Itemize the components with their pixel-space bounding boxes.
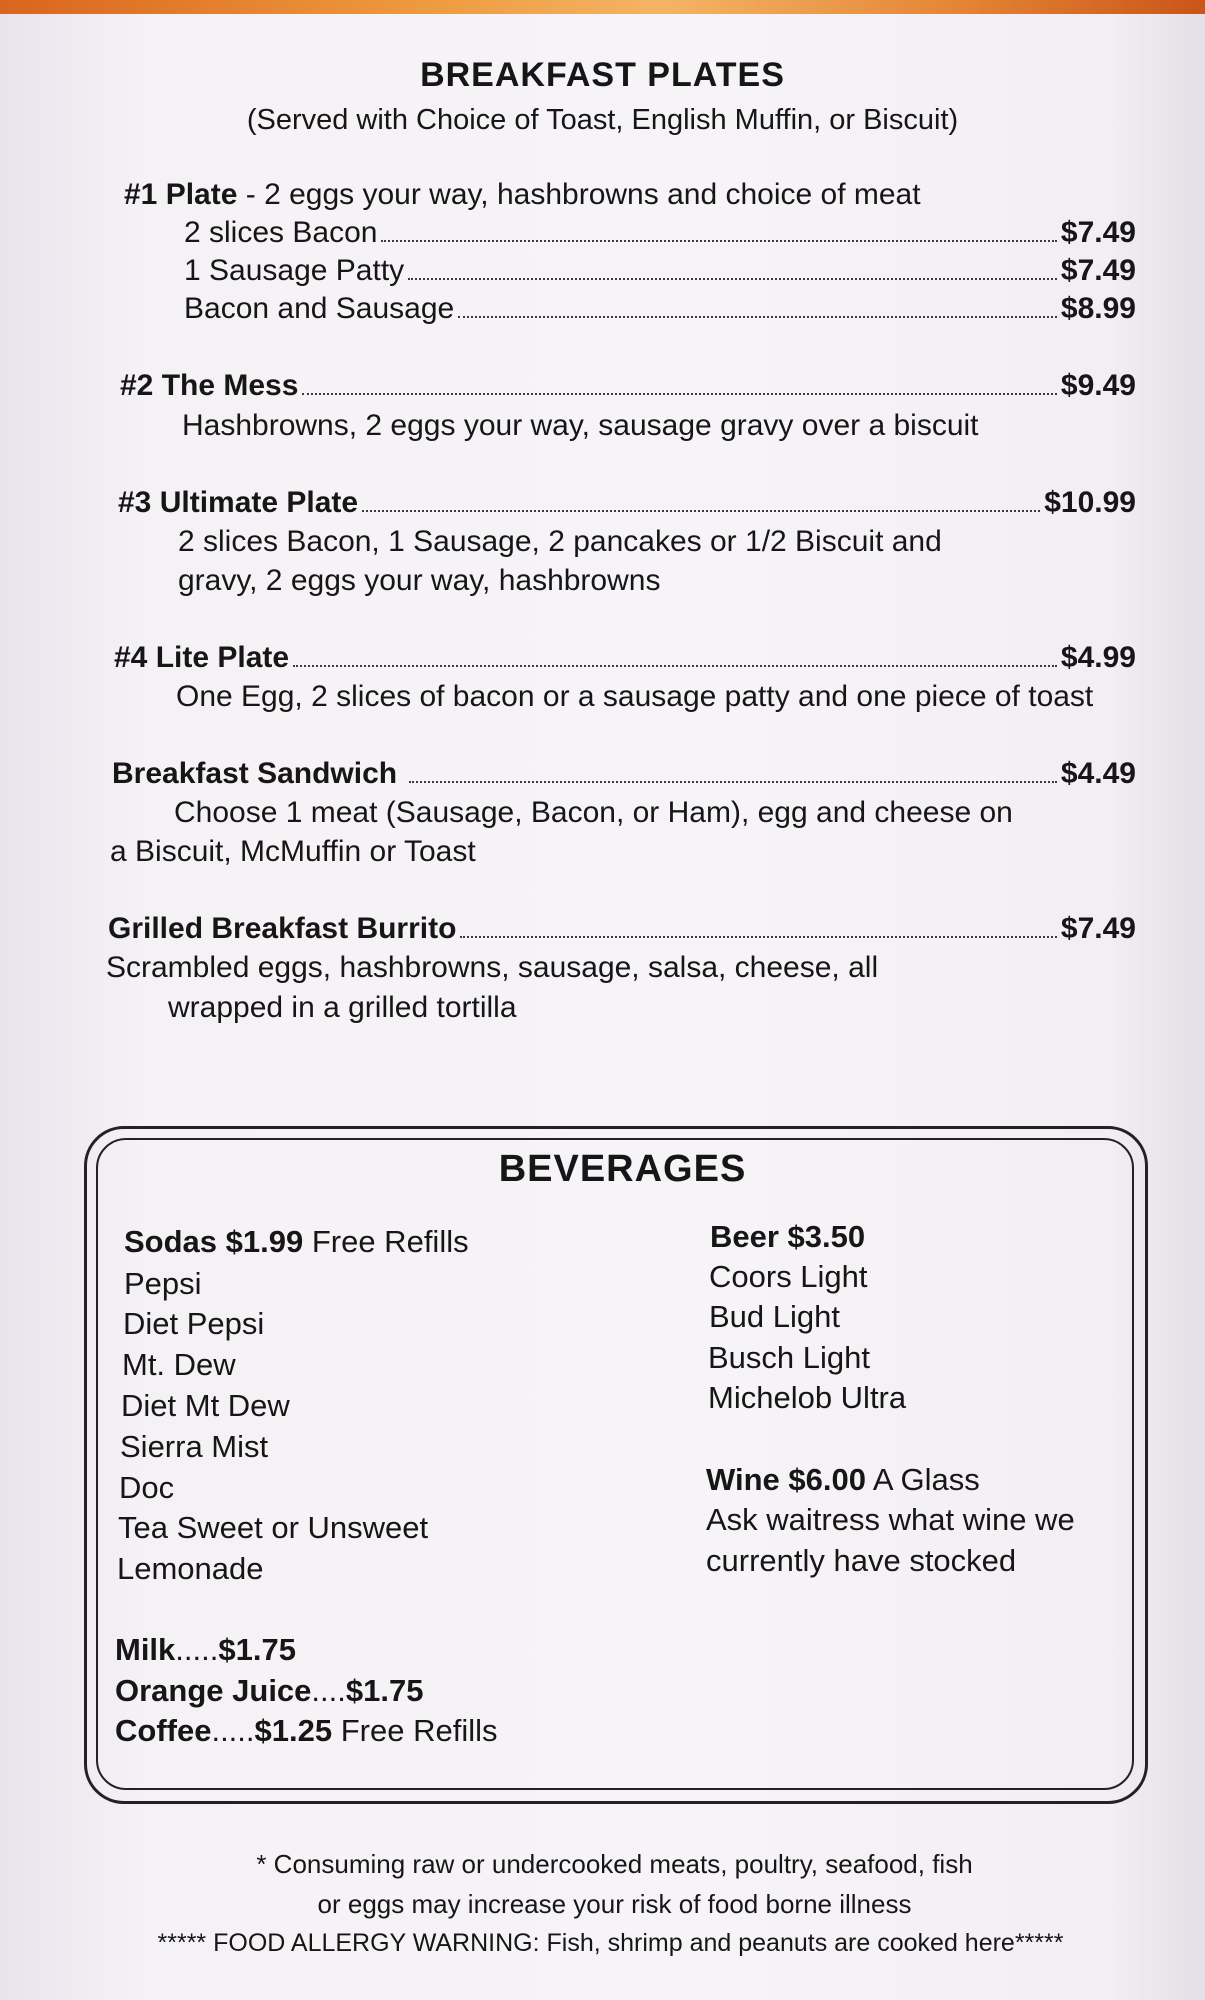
plate1-option-label: Bacon and Sausage bbox=[184, 292, 455, 325]
burrito-price: $7.49 bbox=[1060, 912, 1136, 945]
leader-dots bbox=[458, 316, 1057, 318]
plate1-option-price: $7.49 bbox=[1060, 254, 1136, 287]
beer-item: Michelob Ultra bbox=[708, 1380, 907, 1415]
plate2-row bbox=[120, 368, 1136, 404]
beer-item: Coors Light bbox=[709, 1259, 868, 1294]
breakfast-title: BREAKFAST PLATES bbox=[420, 56, 785, 94]
raw-food-warning-line2: or eggs may increase your risk of food borne illness bbox=[317, 1889, 912, 1919]
oj-dots: .... bbox=[311, 1673, 346, 1708]
soda-item: Sierra Mist bbox=[120, 1429, 269, 1464]
plate1-desc: - 2 eggs your way, hashbrowns and choice of meat bbox=[237, 178, 921, 211]
oj-price: $1.75 bbox=[345, 1673, 424, 1708]
breakfast-subtitle: (Served with Choice of Toast, English Muffin, or Biscuit) bbox=[246, 104, 959, 136]
plate3-row bbox=[118, 485, 1136, 521]
milk-label: Milk bbox=[115, 1632, 176, 1667]
plate1-option-label: 2 slices Bacon bbox=[184, 216, 378, 249]
leader-dots bbox=[460, 936, 1056, 938]
sandwich-desc-line1: Choose 1 meat (Sausage, Bacon, or Ham), egg and cheese on bbox=[174, 796, 1013, 829]
leader-dots bbox=[409, 781, 1057, 783]
plate2-name: #2 The Mess bbox=[120, 369, 299, 402]
sodas-heading: Sodas $1.99 bbox=[124, 1224, 304, 1259]
beer-heading bbox=[710, 1217, 865, 1257]
raw-food-warning-line1: * Consuming raw or undercooked meats, poultry, seafood, fish bbox=[256, 1849, 973, 1879]
wine-note-line2: currently have stocked bbox=[706, 1543, 1017, 1578]
plate1-name: #1 Plate bbox=[124, 178, 238, 211]
plate4-price: $4.99 bbox=[1060, 641, 1136, 674]
plate1-option-row bbox=[184, 253, 1136, 289]
plate4-desc: One Egg, 2 slices of bacon or a sausage patty and one piece of toast bbox=[176, 680, 1094, 713]
wine-heading: Wine $6.00 bbox=[706, 1462, 866, 1497]
soda-item: Lemonade bbox=[117, 1551, 264, 1586]
burrito-desc-line2: wrapped in a grilled tortilla bbox=[168, 991, 517, 1024]
coffee-price: $1.25 bbox=[254, 1713, 333, 1748]
leader-dots bbox=[302, 393, 1057, 395]
sandwich-row bbox=[112, 756, 1136, 792]
beer-item: Busch Light bbox=[708, 1340, 870, 1375]
leader-dots bbox=[381, 240, 1056, 242]
orange-top-edge bbox=[0, 0, 1205, 14]
coffee-label: Coffee bbox=[115, 1713, 212, 1748]
soda-item: Mt. Dew bbox=[122, 1347, 236, 1382]
plate2-desc: Hashbrowns, 2 eggs your way, sausage gravy over a biscuit bbox=[182, 409, 979, 442]
burrito-desc-line1: Scrambled eggs, hashbrowns, sausage, salsa, cheese, all bbox=[106, 951, 879, 984]
leader-dots bbox=[293, 665, 1057, 667]
soda-item: Diet Pepsi bbox=[123, 1306, 265, 1341]
soda-item: Tea Sweet or Unsweet bbox=[118, 1510, 429, 1545]
sandwich-price: $4.49 bbox=[1060, 757, 1136, 790]
milk-line bbox=[115, 1630, 296, 1670]
burrito-name: Grilled Breakfast Burrito bbox=[108, 912, 457, 945]
soda-item: Pepsi bbox=[124, 1266, 202, 1301]
plate3-desc-line1: 2 slices Bacon, 1 Sausage, 2 pancakes or 1/2 Biscuit and bbox=[178, 525, 942, 558]
plate3-name: #3 Ultimate Plate bbox=[118, 486, 359, 519]
leader-dots bbox=[362, 510, 1040, 512]
beer-item: Bud Light bbox=[709, 1299, 840, 1334]
beverages-title: BEVERAGES bbox=[498, 1148, 747, 1190]
plate4-name: #4 Lite Plate bbox=[114, 641, 290, 674]
plate3-desc-line2: gravy, 2 eggs your way, hashbrowns bbox=[178, 564, 661, 597]
wine-heading-line bbox=[706, 1460, 980, 1500]
burrito-row bbox=[108, 911, 1136, 947]
plate2-price: $9.49 bbox=[1060, 369, 1136, 402]
plate1-option-price: $7.49 bbox=[1060, 216, 1136, 249]
coffee-dots: ..... bbox=[211, 1713, 255, 1748]
plate1-option-row bbox=[184, 291, 1136, 327]
plate1-option-row bbox=[184, 215, 1136, 251]
milk-dots: ..... bbox=[175, 1632, 219, 1667]
milk-price: $1.75 bbox=[218, 1632, 296, 1667]
sandwich-desc-line2: a Biscuit, McMuffin or Toast bbox=[110, 835, 476, 868]
sodas-suffix: Free Refills bbox=[303, 1224, 469, 1259]
soda-item: Diet Mt Dew bbox=[121, 1388, 290, 1423]
orange-juice-line bbox=[115, 1671, 423, 1711]
plate4-row bbox=[114, 640, 1136, 676]
sodas-heading-line bbox=[124, 1222, 469, 1262]
coffee-line bbox=[115, 1711, 497, 1751]
wine-note-line1: Ask waitress what wine we bbox=[706, 1502, 1075, 1537]
wine-suffix: A Glass bbox=[865, 1462, 980, 1497]
plate1-option-label: 1 Sausage Patty bbox=[184, 254, 405, 287]
allergy-warning: ***** FOOD ALLERGY WARNING: Fish, shrimp and peanuts are cooked here***** bbox=[157, 1929, 1064, 1957]
soda-item: Doc bbox=[119, 1470, 175, 1505]
plate1-line bbox=[124, 177, 921, 213]
plate3-price: $10.99 bbox=[1044, 486, 1136, 519]
coffee-suffix: Free Refills bbox=[332, 1713, 498, 1748]
leader-dots bbox=[408, 278, 1057, 280]
beer-heading-text: Beer $3.50 bbox=[710, 1219, 866, 1254]
sandwich-name: Breakfast Sandwich bbox=[112, 757, 398, 790]
oj-label: Orange Juice bbox=[115, 1673, 312, 1708]
plate1-option-price: $8.99 bbox=[1060, 292, 1136, 325]
